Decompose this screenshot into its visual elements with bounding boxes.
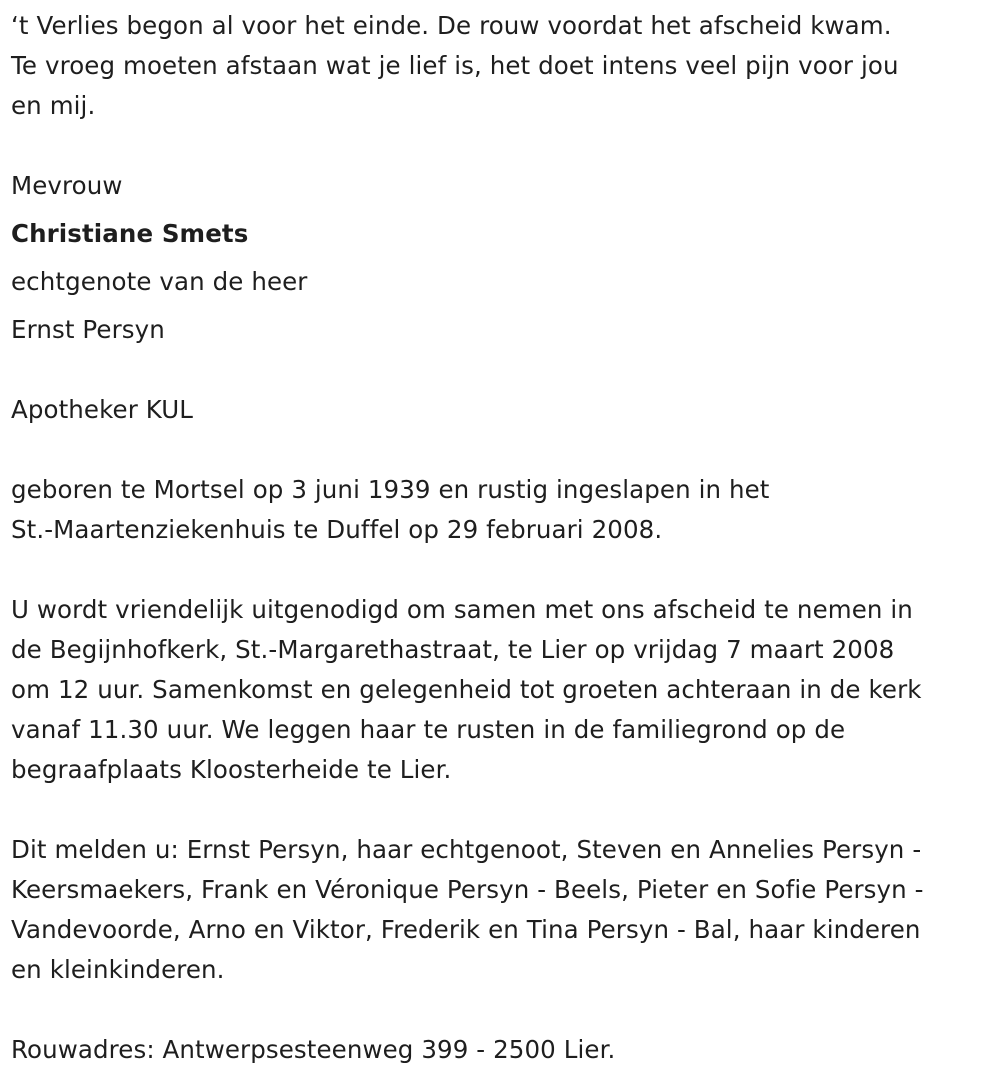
quote-line: ‘t Verlies begon al voor het einde. De rouw voordat het afscheid kwam.: [11, 11, 892, 40]
opening-quote: [11, 6, 899, 126]
birth-death-line: St.-Maartenziekenhuis te Duffel op 29 februari 2008.: [11, 515, 663, 544]
invitation-line: U wordt vriendelijk uitgenodigd om samen met ons afscheid te nemen in: [11, 595, 913, 624]
invitation-paragraph: [11, 590, 922, 790]
deceased-name: Christiane Smets: [11, 219, 249, 248]
invitation-line: om 12 uur. Samenkomst en gelegenheid tot groeten achteraan in de kerk: [11, 675, 922, 704]
invitation-line: begraafplaats Kloosterheide te Lier.: [11, 755, 452, 784]
announcers-line: Dit melden u: Ernst Persyn, haar echtgenoot, Steven en Annelies Persyn -: [11, 835, 922, 864]
quote-line: Te vroeg moeten afstaan wat je lief is, het doet intens veel pijn voor jou: [11, 51, 899, 80]
mourning-address: Rouwadres: Antwerpsesteenweg 399 - 2500 Lier.: [11, 1035, 616, 1064]
birth-death-paragraph: [11, 470, 770, 550]
birth-death-line: geboren te Mortsel op 3 juni 1939 en rustig ingeslapen in het: [11, 475, 770, 504]
announcers-line: Vandevoorde, Arno en Viktor, Frederik en Tina Persyn - Bal, haar kinderen: [11, 915, 921, 944]
spouse-name: Ernst Persyn: [11, 315, 165, 344]
relation-text: echtgenote van de heer: [11, 267, 308, 296]
announcers-line: en kleinkinderen.: [11, 955, 225, 984]
announcers-paragraph: [11, 830, 924, 990]
honorific: Mevrouw: [11, 171, 123, 200]
profession: Apotheker KUL: [11, 395, 194, 424]
quote-line: en mij.: [11, 91, 96, 120]
announcers-line: Keersmaekers, Frank en Véronique Persyn - Beels, Pieter en Sofie Persyn -: [11, 875, 924, 904]
invitation-line: vanaf 11.30 uur. We leggen haar te rusten in de familiegrond op de: [11, 715, 846, 744]
invitation-line: de Begijnhofkerk, St.-Margarethastraat, te Lier op vrijdag 7 maart 2008: [11, 635, 895, 664]
deceased-block: [11, 162, 307, 354]
